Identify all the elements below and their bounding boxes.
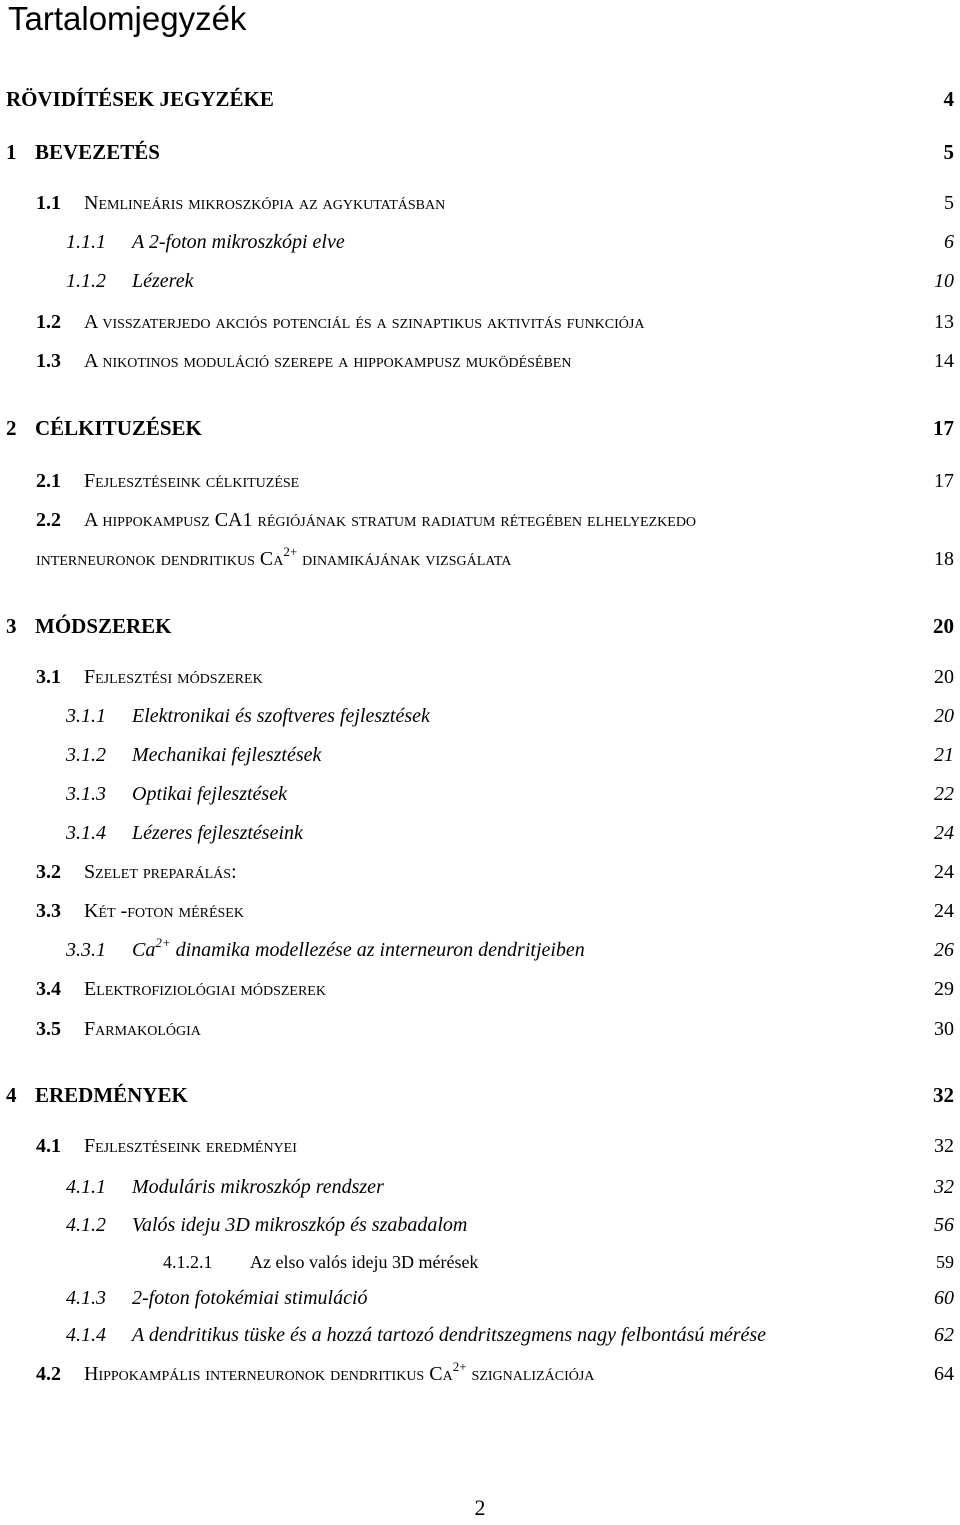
toc-entry-page: 20 (933, 614, 954, 638)
toc-entry-page: 24 (934, 822, 954, 844)
toc-entry-number: 3.1.3 (66, 783, 106, 805)
toc-entry-text: Szelet preparálás: (84, 861, 237, 883)
toc-entry-text: BEVEZETÉS (35, 140, 160, 164)
toc-entry-abbreviations[interactable] (0, 84, 960, 114)
toc-entry-chapter-1[interactable] (0, 137, 960, 167)
toc-entry-page: 62 (934, 1324, 954, 1346)
toc-entry-text: RÖVIDÍTÉSEK JEGYZÉKE (6, 87, 274, 111)
toc-entry-chapter-2[interactable] (0, 413, 960, 443)
toc-entry-page: 5 (943, 140, 954, 164)
toc-entry-section-3-4[interactable] (0, 974, 960, 1004)
toc-entry-page: 64 (934, 1363, 954, 1385)
toc-entry-page: 20 (934, 705, 954, 727)
toc-text-before: interneuronok dendritikus Ca (36, 548, 284, 570)
toc-entry-number: 3 (6, 614, 17, 638)
page-number: 2 (474, 1495, 486, 1520)
toc-entry-text: Farmakológia (84, 1018, 201, 1040)
toc-entry-page: 4 (943, 87, 954, 111)
toc-entry-text: Az elso valós ideju 3D mérések (250, 1252, 479, 1272)
toc-entry-page: 10 (934, 270, 954, 292)
toc-entry-number: 2.2 (36, 509, 61, 531)
toc-entry-number: 2.1 (36, 470, 61, 492)
toc-entry-subsection-4-1-4[interactable] (0, 1320, 960, 1350)
superscript: 2+ (155, 935, 171, 950)
toc-entry-number: 3.4 (36, 978, 61, 1000)
toc-entry-section-1-3[interactable] (0, 346, 960, 376)
toc-entry-subsubsection-4-1-2-1[interactable] (0, 1247, 960, 1277)
toc-entry-page: 18 (934, 548, 954, 570)
toc-entry-text: Lézeres fejlesztéseink (132, 822, 303, 844)
toc-text-after: dinamikájának vizsgálata (297, 548, 512, 570)
toc-entry-section-2-2-continued[interactable] (0, 544, 960, 574)
toc-entry-number: 4.1.1 (66, 1176, 106, 1198)
toc-entry-subsection-3-1-3[interactable] (0, 779, 960, 809)
toc-entry-text: Lézerek (132, 270, 194, 292)
toc-entry-section-2-1[interactable] (0, 466, 960, 496)
toc-entry-section-2-2[interactable] (0, 505, 960, 535)
toc-entry-text: EREDMÉNYEK (35, 1083, 188, 1107)
toc-text-before: Ca (132, 939, 156, 961)
toc-entry-text: Valós ideju 3D mikroszkóp és szabadalom (132, 1214, 468, 1236)
superscript: 2+ (452, 1359, 467, 1374)
toc-entry-page: 22 (934, 783, 954, 805)
toc-entry-number: 1.1.2 (66, 270, 106, 292)
toc-entry-number: 3.1.4 (66, 822, 106, 844)
toc-entry-subsection-4-1-2[interactable] (0, 1210, 960, 1240)
toc-entry-number: 3.2 (36, 861, 61, 883)
toc-entry-number: 4.1.4 (66, 1324, 106, 1346)
toc-entry-page: 29 (934, 978, 954, 1000)
toc-entry-subsection-3-1-1[interactable] (0, 701, 960, 731)
toc-entry-subsection-3-1-2[interactable] (0, 740, 960, 770)
toc-entry-number: 1.3 (36, 350, 61, 372)
toc-entry-section-3-1[interactable] (0, 662, 960, 692)
toc-entry-chapter-3[interactable] (0, 611, 960, 641)
toc-entry-text: Nemlineáris mikroszkópia az agykutatásban (84, 192, 446, 214)
toc-entry-chapter-4[interactable] (0, 1080, 960, 1110)
toc-entry-page: 5 (944, 192, 954, 214)
toc-entry-page: 13 (934, 311, 954, 333)
toc-entry-text (84, 1359, 594, 1389)
toc-entry-page: 60 (934, 1287, 954, 1309)
toc-entry-section-3-5[interactable] (0, 1014, 960, 1044)
toc-entry-number: 1.1.1 (66, 231, 106, 253)
toc-entry-page: 59 (936, 1252, 954, 1272)
toc-entry-section-4-1[interactable] (0, 1131, 960, 1161)
toc-entry-page: 30 (934, 1018, 954, 1040)
toc-entry-page: 14 (934, 350, 954, 372)
toc-entry-number: 3.3 (36, 900, 61, 922)
toc-entry-number: 4.2 (36, 1363, 61, 1385)
toc-entry-page: 24 (934, 900, 954, 922)
toc-entry-page: 21 (934, 744, 954, 766)
toc-entry-text: Fejlesztési módszerek (84, 666, 263, 688)
toc-entry-section-1-2[interactable] (0, 307, 960, 337)
toc-text-before: Hippokampális interneuronok dendritikus Ca (84, 1363, 453, 1385)
toc-entry-text (132, 935, 585, 965)
toc-entry-subsection-1-1-2[interactable] (0, 266, 960, 296)
toc-entry-text: Elektrofiziológiai módszerek (84, 978, 326, 1000)
toc-entry-text: 2-foton fotokémiai stimuláció (132, 1287, 368, 1309)
toc-entry-number: 4 (6, 1083, 17, 1107)
toc-entry-text: Két -foton mérések (84, 900, 244, 922)
toc-text-after: dinamika modellezése az interneuron dendritjeiben (170, 939, 585, 961)
toc-entry-text: MÓDSZEREK (35, 614, 172, 638)
toc-entry-number: 3.5 (36, 1018, 61, 1040)
toc-entry-subsection-3-3-1[interactable] (0, 935, 960, 965)
toc-entry-number: 4.1.3 (66, 1287, 106, 1309)
toc-entry-page: 32 (934, 1176, 954, 1198)
toc-entry-text (36, 544, 511, 574)
toc-entry-page: 24 (934, 861, 954, 883)
toc-entry-text: A nikotinos moduláció szerepe a hippokampusz muködésében (84, 350, 572, 372)
toc-entry-number: 1 (6, 140, 17, 164)
toc-entry-number: 1.2 (36, 311, 61, 333)
toc-entry-page: 26 (934, 939, 954, 961)
toc-entry-section-4-2[interactable] (0, 1359, 960, 1389)
toc-entry-number: 1.1 (36, 192, 61, 214)
toc-entry-text: Fejlesztéseink eredményei (84, 1135, 297, 1157)
toc-entry-text: A dendritikus tüske és a hozzá tartozó dendritszegmens nagy felbontású mérése (132, 1324, 767, 1346)
toc-entry-number: 3.3.1 (66, 939, 106, 961)
toc-entry-text: A hippokampusz CA1 régiójának stratum radiatum rétegében elhelyezkedo (84, 509, 697, 531)
toc-entry-number: 2 (6, 416, 17, 440)
toc-text-after: szignalizációja (466, 1363, 595, 1385)
toc-entry-number: 4.1.2 (66, 1214, 106, 1236)
toc-entry-section-3-3[interactable] (0, 896, 960, 926)
toc-entry-page: 17 (934, 470, 954, 492)
page-title: Tartalomjegyzék (8, 0, 247, 37)
toc-entry-subsection-1-1-1[interactable] (0, 227, 960, 257)
toc-entry-page: 6 (944, 231, 954, 253)
toc-entry-number: 4.1 (36, 1135, 61, 1157)
toc-entry-text: Mechanikai fejlesztések (132, 744, 322, 766)
toc-entry-text: CÉLKITUZÉSEK (35, 416, 202, 440)
toc-entry-number: 3.1.1 (66, 705, 106, 727)
toc-entry-number: 3.1 (36, 666, 61, 688)
toc-entry-subsection-4-1-3[interactable] (0, 1283, 960, 1313)
toc-entry-subsection-3-1-4[interactable] (0, 818, 960, 848)
toc-entry-text: Elektronikai és szoftveres fejlesztések (132, 705, 430, 727)
toc-entry-text: A visszaterjedo akciós potenciál és a szinaptikus aktivitás funkciója (84, 311, 645, 333)
toc-entry-text: Optikai fejlesztések (132, 783, 287, 805)
toc-entry-section-1-1[interactable] (0, 188, 960, 218)
toc-entry-text: Fejlesztéseink célkituzése (84, 470, 300, 492)
toc-entry-number: 4.1.2.1 (163, 1252, 213, 1272)
toc-entry-subsection-4-1-1[interactable] (0, 1172, 960, 1202)
toc-entry-section-3-2[interactable] (0, 857, 960, 887)
toc-entry-page: 32 (934, 1135, 954, 1157)
toc-entry-text: A 2-foton mikroszkópi elve (132, 231, 345, 253)
toc-entry-page: 20 (934, 666, 954, 688)
toc-entry-page: 56 (934, 1214, 954, 1236)
toc-entry-number: 3.1.2 (66, 744, 106, 766)
toc-entry-page: 32 (933, 1083, 954, 1107)
toc-entry-page: 17 (933, 416, 954, 440)
superscript: 2+ (283, 544, 298, 559)
toc-entry-text: Moduláris mikroszkóp rendszer (132, 1176, 384, 1198)
